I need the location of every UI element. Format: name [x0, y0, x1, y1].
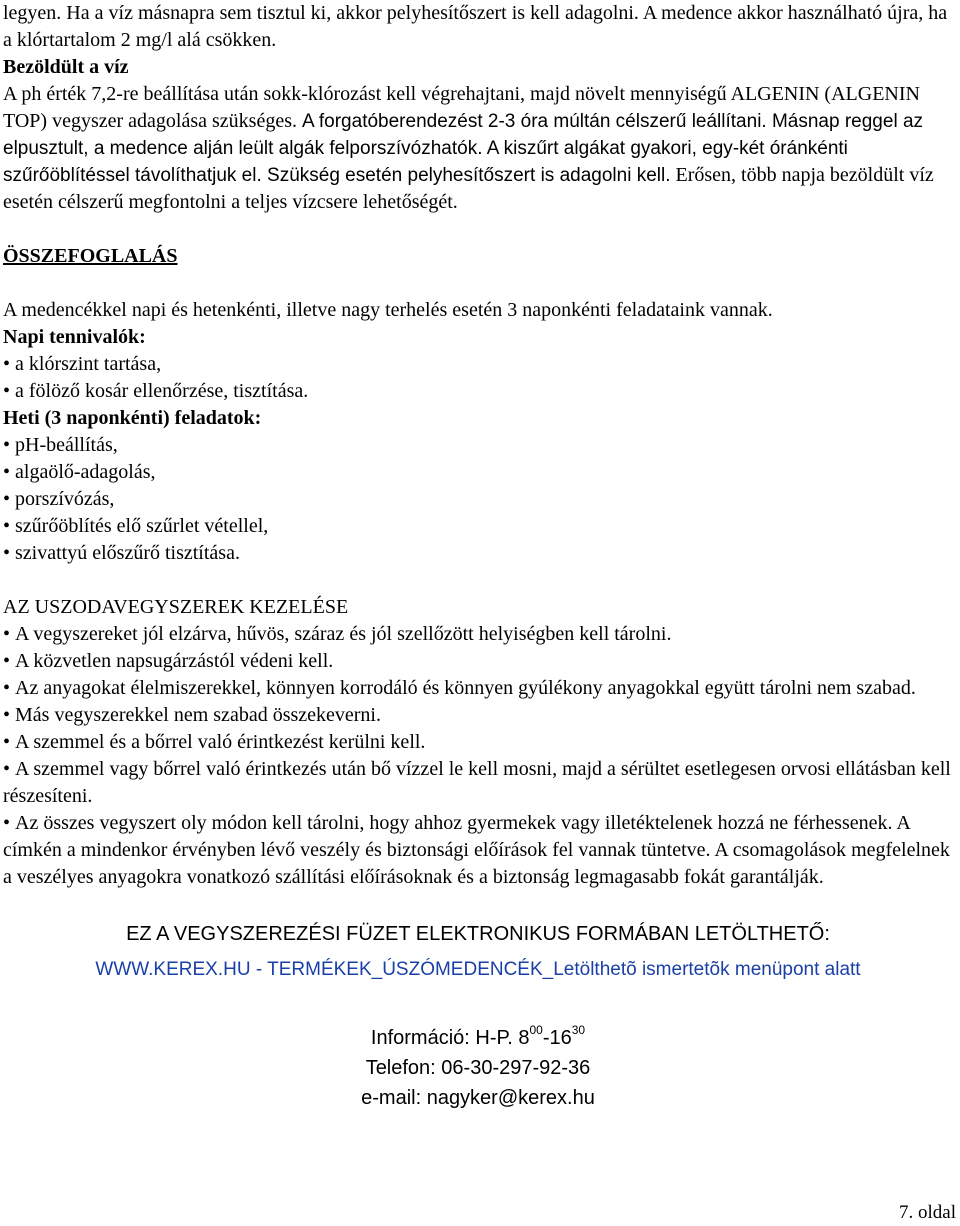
- chemicals-item: • A szemmel és a bőrrel való érintkezést kerülni kell.: [3, 729, 953, 756]
- weekly-tasks-title: Heti (3 naponkénti) feladatok:: [3, 407, 262, 429]
- document-page: [3, 0, 953, 1113]
- email-address[interactable]: e-mail: nagyker@kerex.hu: [361, 1087, 595, 1109]
- intro-paragraph: legyen. Ha a víz másnapra sem tisztul ki, akkor pelyhesítőszert is kell adagolni. A medence akkor használható újra, ha a klórtartalom 2 mg/l alá csökken.: [3, 2, 948, 51]
- chemicals-item: • A vegyszereket jól elzárva, hűvös, száraz és jól szellőzött helyiségben kell tárolni.: [3, 621, 953, 648]
- green-water-text-1: A ph érték 7,2-re beállítása után sokk-klórozást kell végrehajtani, majd növelt mennyiségű ALGENIN (ALGENIN TOP) vegyszer adagolása szükséges.: [3, 83, 920, 132]
- daily-task-item: • a fölöző kosár ellenőrzése, tisztítása.: [3, 378, 953, 405]
- download-notice: EZ A VEGYSZEREZÉSI FÜZET ELEKTRONIKUS FORMÁBAN LETÖLTHETŐ:: [126, 923, 830, 945]
- chemicals-heading: AZ USZODAVEGYSZEREK KEZELÉSE: [3, 596, 349, 618]
- weekly-task-item: • szűrőöblítés elő szűrlet vétellel,: [3, 513, 953, 540]
- daily-task-item: • a klórszint tartása,: [3, 351, 953, 378]
- chemicals-item: • A szemmel vagy bőrrel való érintkezés után bő vízzel le kell mosni, majd a sérültet esetlegesen orvosi ellátásban kell részesíteni.: [3, 756, 953, 810]
- weekly-task-item: • porszívózás,: [3, 486, 953, 513]
- green-water-paragraph: [3, 81, 953, 216]
- green-water-title: Bezöldült a víz: [3, 56, 129, 78]
- green-water-text-3: Erősen, több napja bezöldült víz esetén célszerű megfontolni a teljes vízcsere lehetőségét.: [3, 164, 934, 213]
- weekly-task-item: • szivattyú előszűrő tisztítása.: [3, 540, 953, 567]
- contact-block: [3, 1023, 953, 1113]
- weekly-task-item: • pH-beállítás,: [3, 432, 953, 459]
- summary-intro: A medencékkel napi és hetenkénti, illetve nagy terhelés esetén 3 naponkénti feladataink vannak.: [3, 299, 773, 321]
- green-water-text-2: A forgatóberendezést 2-3 óra múltán célszerű leállítani. Másnap reggel az elpusztult, a medence alján leült algák felporszívózhatók. A kiszűrt algákat gyakori, egy-két óránkénti szűrőöblítéssel távolíthatjuk el. Szükség esetén pelyhesítőszert is adagolni kell.: [3, 111, 924, 186]
- daily-tasks-title: Napi tennivalók:: [3, 326, 146, 348]
- chemicals-item: • Az anyagokat élelmiszerekkel, könnyen korrodáló és könnyen gyúlékony anyagokkal együtt tárolni nem szabad.: [3, 675, 953, 702]
- summary-heading: ÖSSZEFOGLALÁS: [3, 245, 178, 267]
- chemicals-item: • Az összes vegyszert oly módon kell tárolni, hogy ahhoz gyermekek vagy illetéktelenek hozzá ne férhessenek. A címkén a mindenkor érvényben lévő veszély és biztonsági előírások fel vannak tüntetve. A csomagolások megfelelnek a veszélyes anyagokra vonatkozó szállítási előírásoknak és a biztonság legmagasabb fokát garantálják.: [3, 810, 953, 891]
- page-number: 7. oldal: [899, 1202, 956, 1223]
- download-link[interactable]: WWW.KEREX.HU - TERMÉKEK_ÚSZÓMEDENCÉK_Letölthetõ ismertetõk menüpont alatt: [95, 959, 861, 980]
- chemicals-item: • Más vegyszerekkel nem szabad összekeverni.: [3, 702, 953, 729]
- office-hours: Információ: H-P. $8^{00}-16^{30}$: [370, 1023, 586, 1049]
- chemicals-item: • A közvetlen napsugárzástól védeni kell.: [3, 648, 953, 675]
- phone-number: Telefon: 06-30-297-92-36: [365, 1057, 591, 1079]
- weekly-task-item: • algaölő-adagolás,: [3, 459, 953, 486]
